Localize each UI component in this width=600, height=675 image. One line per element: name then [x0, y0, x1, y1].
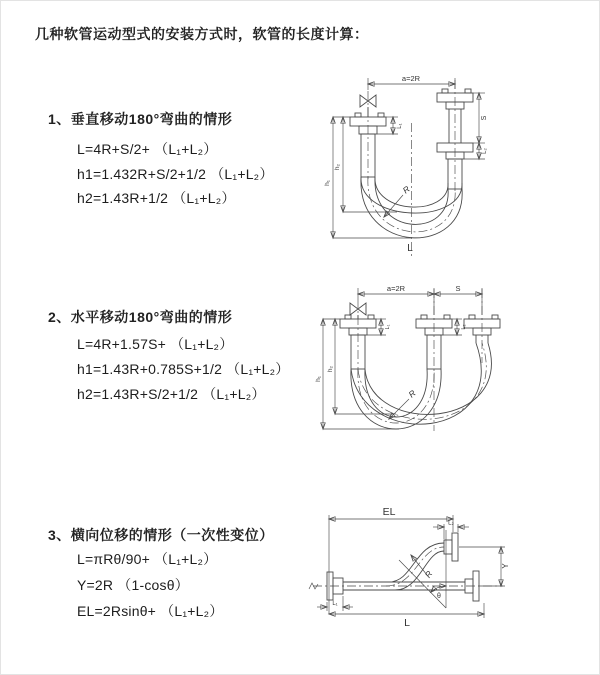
dim-label-r: R: [406, 387, 418, 400]
diagram-horizontal-180-bend: [311, 281, 591, 461]
centerlines: [368, 80, 455, 257]
hose-s-curve: [343, 543, 444, 590]
radius-leader: [389, 388, 418, 419]
section2-formula-h2: h2=1.43R+S/2+1/2 （L₁+L₂）: [77, 386, 266, 402]
section3-formula-el: EL=2Rsinθ+ （L₁+L₂）: [77, 603, 224, 619]
dim-label-theta: θ: [437, 593, 441, 600]
dim-label-l1: L₁: [397, 123, 403, 129]
dim-label-h2: h₂: [334, 163, 341, 171]
dimension-el: [329, 506, 453, 614]
dim-label-length: L: [404, 617, 410, 629]
dim-label-l2: L₂: [482, 148, 488, 154]
dimension-s: [434, 284, 482, 294]
break-mark: [309, 583, 318, 589]
section3-formula-l: L=πRθ/90+ （L₁+L₂）: [77, 551, 218, 567]
dimension-h2: [334, 117, 397, 212]
diagram-vertical-180-bend: [311, 71, 591, 261]
dim-label-h2: h₂: [327, 365, 334, 373]
dim-label-s: S: [481, 115, 488, 121]
dim-label-a2r: a=2R: [386, 284, 406, 293]
hose-u-bend-original: [351, 369, 441, 429]
dim-label-h1: h₁: [315, 376, 322, 382]
section2-formula-h1: h1=1.43R+0.785S+1/2 （L₁+L₂）: [77, 361, 290, 377]
dim-label-l1: L₁: [385, 324, 391, 330]
dim-label-r: R: [400, 183, 412, 196]
dimension-l1: [367, 319, 391, 335]
dimension-h1: [315, 319, 399, 429]
dim-label-l2: L₂: [461, 324, 467, 330]
centerlines: [309, 583, 503, 589]
section1-formula-h1: h1=1.432R+S/2+1/2 （L₁+L₂）: [77, 166, 274, 182]
dimension-y: [459, 547, 510, 586]
section1-formula-l: L=4R+S/2+ （L₁+L₂）: [77, 141, 218, 157]
section2-formula-l: L=4R+1.57S+ （L₁+L₂）: [77, 336, 234, 352]
dimension-l2: [433, 521, 469, 540]
dim-label-s: S: [455, 284, 461, 293]
section3-heading: 3、横向位移的情形（一次性变位）: [48, 527, 274, 543]
dim-label-h1: h₁: [324, 180, 331, 186]
dimension-l1: [377, 117, 403, 134]
dimension-s: [473, 93, 488, 143]
section3-formula-y: Y=2R （1-cosθ）: [77, 577, 189, 593]
section1-formula-h2: h2=1.43R+1/2 （L₁+L₂）: [77, 190, 236, 206]
dim-label-y: Y: [501, 563, 510, 569]
section1-heading: 1、垂直移动180°弯曲的情形: [48, 111, 233, 127]
dim-label-length: L: [407, 243, 413, 254]
dim-label-r: R: [422, 568, 435, 580]
dim-label-el: EL: [382, 506, 396, 518]
diagram-lateral-displacement: [301, 496, 600, 656]
dimension-l2: [464, 143, 488, 159]
dimension-h2: [327, 319, 396, 414]
dimension-l2: [443, 319, 467, 335]
dim-label-a2r: a=2R: [401, 74, 421, 83]
page-title: 几种软管运动型式的安装方式时，软管的长度计算：: [35, 26, 369, 42]
dimension-a2r: [358, 284, 482, 315]
dimension-h1: [324, 117, 411, 238]
dim-label-l1: L₁: [332, 601, 338, 607]
dimension-a2r: [368, 74, 455, 90]
dim-label-l2: L₂: [448, 520, 454, 527]
section2-heading: 2、水平移动180°弯曲的情形: [48, 309, 233, 325]
dimension-l1: [317, 596, 353, 611]
